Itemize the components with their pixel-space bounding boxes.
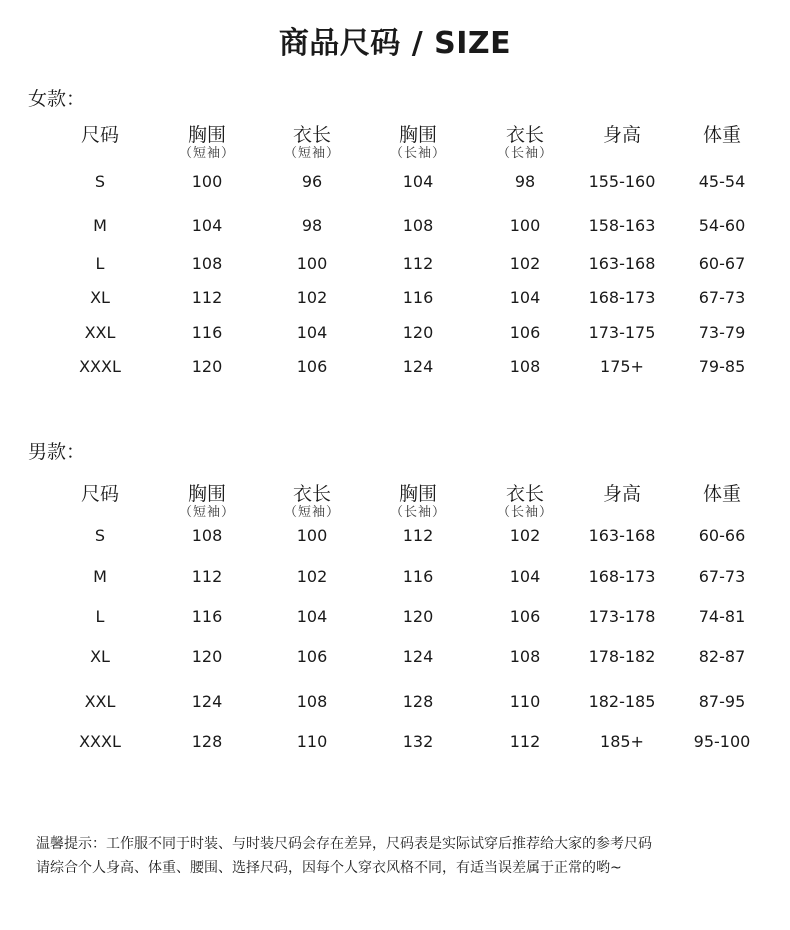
cell-length-short: 96 <box>301 172 323 191</box>
header-height <box>570 483 674 505</box>
cell-height: 173-178 <box>588 607 656 626</box>
cell-weight: 54-60 <box>698 216 746 235</box>
cell-height: 163-168 <box>588 526 656 545</box>
cell-chest-short: 108 <box>191 254 223 273</box>
men-table-header <box>40 483 780 527</box>
cell-weight: 74-81 <box>698 607 746 626</box>
cell-chest-short: 112 <box>191 288 223 307</box>
cell-height: 175+ <box>600 357 644 376</box>
cell-size: XL <box>90 288 110 307</box>
header-length-long <box>473 124 577 162</box>
cell-chest-short: 112 <box>191 567 223 586</box>
header-length-long <box>473 483 577 521</box>
header-label: 体重 <box>702 483 741 505</box>
header-label: 身高 <box>602 483 641 505</box>
page-title: 商品尺码 / SIZE <box>278 26 512 61</box>
cell-chest-long: 132 <box>402 732 434 751</box>
cell-weight: 67-73 <box>698 288 746 307</box>
cell-chest-short: 116 <box>191 607 223 626</box>
cell-chest-long: 124 <box>402 647 434 666</box>
cell-size: XL <box>90 647 110 666</box>
cell-weight: 45-54 <box>698 172 746 191</box>
header-weight <box>670 124 774 146</box>
header-label: 胸围 <box>398 483 437 505</box>
women-size-table <box>40 124 780 376</box>
women-table-header <box>40 124 780 168</box>
header-sublabel: （短袖） <box>178 146 235 161</box>
header-chest-short <box>155 124 259 162</box>
men-size-table <box>40 483 780 751</box>
header-length-short <box>260 483 364 521</box>
header-label: 身高 <box>602 124 641 146</box>
header-sublabel: （短袖） <box>283 505 340 520</box>
cell-length-long: 112 <box>509 732 541 751</box>
cell-length-long: 104 <box>509 567 541 586</box>
cell-chest-short: 120 <box>191 357 223 376</box>
header-size <box>48 124 152 146</box>
header-weight <box>670 483 774 505</box>
cell-chest-long: 116 <box>402 288 434 307</box>
cell-chest-long: 120 <box>402 607 434 626</box>
cell-height: 182-185 <box>588 692 656 711</box>
cell-length-short: 108 <box>296 692 328 711</box>
header-label: 体重 <box>702 124 741 146</box>
cell-length-short: 110 <box>296 732 328 751</box>
cell-weight: 95-100 <box>693 732 751 751</box>
cell-size: XXXL <box>79 732 121 751</box>
cell-chest-short: 108 <box>191 526 223 545</box>
cell-length-long: 106 <box>509 607 541 626</box>
size-notes <box>36 832 776 880</box>
header-sublabel: （长袖） <box>496 146 553 161</box>
notes-line-2: 请综合个人身高、体重、腰围、选择尺码，因每个人穿衣风格不同，有适当误差属于正常的哟~ <box>36 860 622 876</box>
header-chest-long <box>366 124 470 162</box>
header-sublabel: （长袖） <box>389 146 446 161</box>
cell-weight: 82-87 <box>698 647 746 666</box>
cell-chest-short: 104 <box>191 216 223 235</box>
cell-size: S <box>94 526 106 545</box>
cell-length-long: 102 <box>509 254 541 273</box>
cell-chest-long: 104 <box>402 172 434 191</box>
cell-chest-short: 124 <box>191 692 223 711</box>
cell-size: M <box>93 567 107 586</box>
cell-weight: 60-67 <box>698 254 746 273</box>
cell-length-long: 110 <box>509 692 541 711</box>
header-label: 胸围 <box>398 124 437 146</box>
cell-length-short: 106 <box>296 647 328 666</box>
cell-weight: 79-85 <box>698 357 746 376</box>
cell-size: L <box>95 254 105 273</box>
women-section-label: 女款： <box>28 88 86 110</box>
cell-size: XXL <box>84 692 116 711</box>
header-sublabel: （长袖） <box>496 505 553 520</box>
cell-size: XXL <box>84 323 116 342</box>
header-label: 衣长 <box>292 483 331 505</box>
cell-length-short: 104 <box>296 607 328 626</box>
header-label: 胸围 <box>187 483 226 505</box>
cell-chest-short: 120 <box>191 647 223 666</box>
men-section-label: 男款： <box>28 441 86 463</box>
header-height <box>570 124 674 146</box>
header-label: 衣长 <box>505 124 544 146</box>
cell-height: 155-160 <box>588 172 656 191</box>
cell-size: S <box>94 172 106 191</box>
cell-length-short: 98 <box>301 216 323 235</box>
cell-height: 158-163 <box>588 216 656 235</box>
cell-size: L <box>95 607 105 626</box>
cell-height: 185+ <box>600 732 644 751</box>
cell-length-long: 108 <box>509 357 541 376</box>
cell-length-short: 102 <box>296 567 328 586</box>
cell-weight: 67-73 <box>698 567 746 586</box>
cell-height: 163-168 <box>588 254 656 273</box>
cell-length-long: 98 <box>514 172 536 191</box>
cell-length-long: 108 <box>509 647 541 666</box>
cell-chest-long: 108 <box>402 216 434 235</box>
header-sublabel: （长袖） <box>389 505 446 520</box>
cell-length-short: 100 <box>296 254 328 273</box>
cell-chest-long: 116 <box>402 567 434 586</box>
cell-chest-short: 128 <box>191 732 223 751</box>
notes-line-1: 温馨提示：工作服不同于时装、与时装尺码会存在差异，尺码表是实际试穿后推荐给大家的参考尺码 <box>36 836 652 852</box>
cell-height: 168-173 <box>588 567 656 586</box>
cell-length-long: 104 <box>509 288 541 307</box>
header-sublabel: （短袖） <box>283 146 340 161</box>
cell-chest-short: 116 <box>191 323 223 342</box>
cell-length-short: 106 <box>296 357 328 376</box>
header-label: 尺码 <box>80 124 119 146</box>
cell-chest-short: 100 <box>191 172 223 191</box>
cell-size: M <box>93 216 107 235</box>
header-label: 衣长 <box>505 483 544 505</box>
cell-height: 178-182 <box>588 647 656 666</box>
header-label: 尺码 <box>80 483 119 505</box>
header-chest-long <box>366 483 470 521</box>
cell-length-short: 102 <box>296 288 328 307</box>
cell-chest-long: 112 <box>402 254 434 273</box>
header-label: 衣长 <box>292 124 331 146</box>
cell-height: 173-175 <box>588 323 656 342</box>
cell-chest-long: 124 <box>402 357 434 376</box>
cell-size: XXXL <box>79 357 121 376</box>
header-label: 胸围 <box>187 124 226 146</box>
header-size <box>48 483 152 505</box>
cell-length-long: 106 <box>509 323 541 342</box>
cell-chest-long: 112 <box>402 526 434 545</box>
header-length-short <box>260 124 364 162</box>
cell-weight: 73-79 <box>698 323 746 342</box>
cell-chest-long: 128 <box>402 692 434 711</box>
cell-weight: 87-95 <box>698 692 746 711</box>
cell-chest-long: 120 <box>402 323 434 342</box>
cell-height: 168-173 <box>588 288 656 307</box>
cell-length-long: 100 <box>509 216 541 235</box>
cell-weight: 60-66 <box>698 526 746 545</box>
header-chest-short <box>155 483 259 521</box>
cell-length-short: 100 <box>296 526 328 545</box>
cell-length-long: 102 <box>509 526 541 545</box>
cell-length-short: 104 <box>296 323 328 342</box>
header-sublabel: （短袖） <box>178 505 235 520</box>
